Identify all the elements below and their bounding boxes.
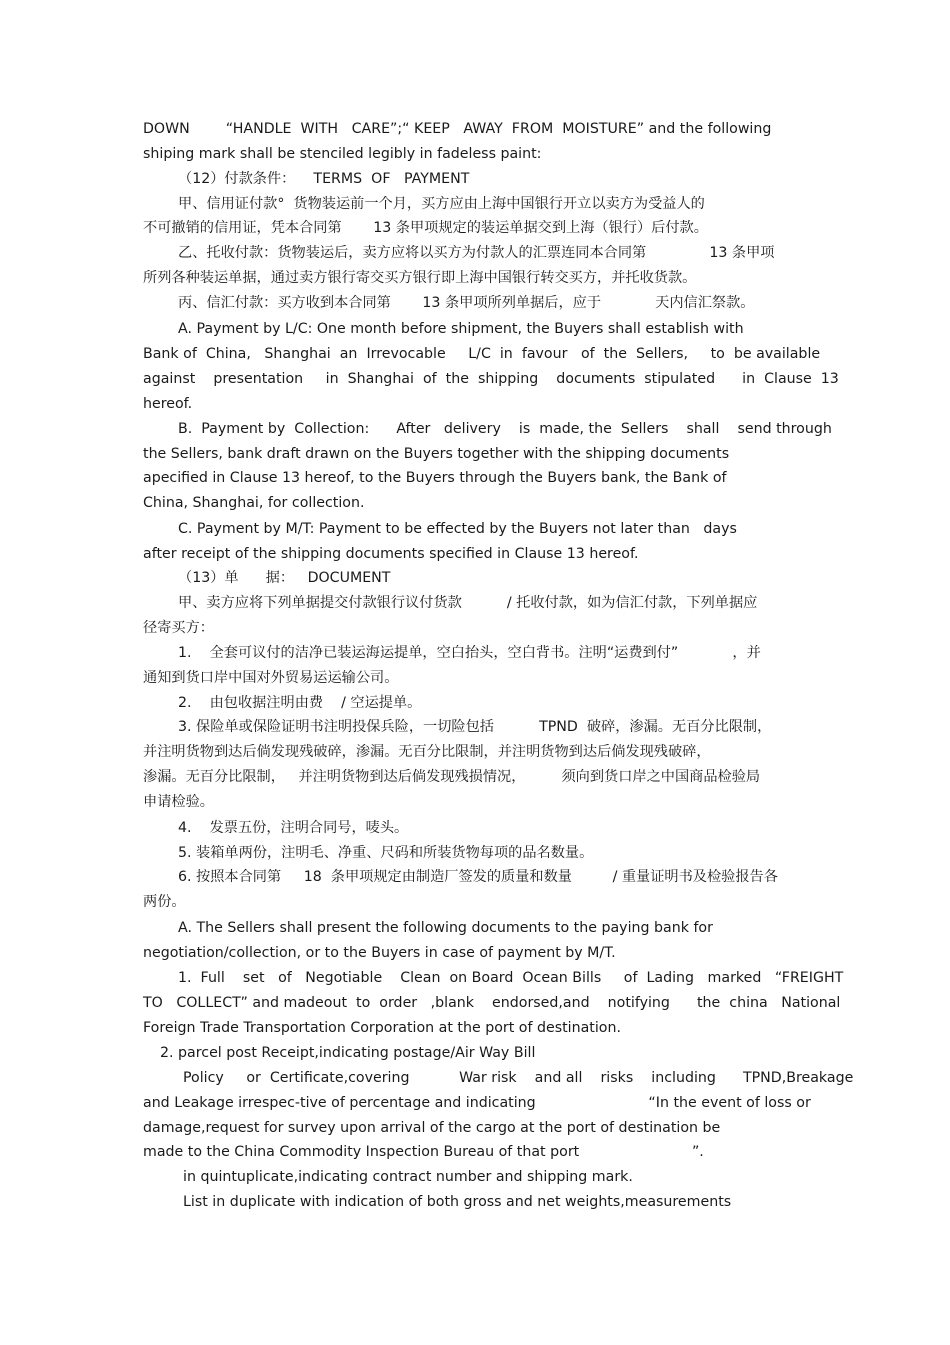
text-line: 甲、信用证付款° 货物装运前一个月，买方应由上海中国银行开立以卖方为受益人的 [178,196,705,212]
text-line: 4. 发票五份，注明合同号，唛头。 [178,820,409,836]
text-line: A. Payment by L/C: One month before shipment, the Buyers shall establish with [178,321,744,337]
text-line: hereof. [143,396,193,412]
text-line: apecified in Clause 13 hereof, to the Buyers through the Buyers bank, the Bank of [143,470,727,486]
text-line: 5. 装箱单两份，注明毛、净重、尺码和所装货物每项的品名数量。 [178,845,594,861]
text-line: 2. 由包收据注明由费 / 空运提单。 [178,695,422,711]
text-line: against presentation in Shanghai of the shipping documents stipulated in Clause 13 [143,371,839,387]
text-line: 丙、信汇付款：买方收到本合同第 13 条甲项所列单据后，应于 天内信汇祭款。 [178,295,755,311]
text-line: TO COLLECT” and madeout to order ,blank endorsed,and notifying the china National [143,995,841,1011]
text-line: 渗漏。无百分比限制， 并注明货物到达后倘发现残损情况， 须向到货口岸之中国商品检验局 [143,769,761,785]
text-line: shiping mark shall be stenciled legibly in fadeless paint: [143,146,542,162]
text-line: negotiation/collection, or to the Buyers in case of payment by M/T. [143,945,616,961]
text-line: 不可撤销的信用证，凭本合同第 13 条甲项规定的装运单据交到上海（银行）后付款。 [143,220,708,236]
text-line: 申请检验。 [143,794,214,810]
text-line: 甲、卖方应将下列单据提交付款银行议付货款 / 托收付款，如为信汇付款，下列单据应 [178,595,758,611]
text-line: made to the China Commodity Inspection Bureau of that port ”. [143,1144,704,1160]
text-line: damage,request for survey upon arrival of the cargo at the port of destination be [143,1120,721,1136]
text-line: 3. 保险单或保险证明书注明投保兵险，一切险包括 TPND 破碎，渗漏。无百分比限制， [178,719,772,735]
text-line: in quintuplicate,indicating contract number and shipping mark. [183,1169,633,1185]
text-line: China, Shanghai, for collection. [143,495,365,511]
text-line: the Sellers, bank draft drawn on the Buyers together with the shipping documents [143,446,730,462]
text-line: 通知到货口岸中国对外贸易运运输公司。 [143,670,399,686]
text-line: Bank of China, Shanghai an Irrevocable L/C in favour of the Sellers, to be available [143,346,821,362]
text-line: 径寄买方： [143,620,214,636]
text-line: and Leakage irrespec-tive of percentage and indicating “In the event of loss or [143,1095,811,1111]
section-heading-document: （13）单 据： DOCUMENT [178,570,391,586]
text-line: after receipt of the shipping documents specified in Clause 13 hereof. [143,546,639,562]
text-line: 6. 按照本合同第 18 条甲项规定由制造厂签发的质量和数量 / 重量证明书及检验报告各 [178,869,778,885]
text-line: 乙、托收付款：货物装运后，卖方应将以买方为付款人的汇票连同本合同第 13 条甲项 [178,245,775,261]
text-line: B. Payment by Collection: After delivery is made, the Sellers shall send through [178,421,832,437]
text-line: 所列各种装运单据，通过卖方银行寄交买方银行即上海中国银行转交买方，并托收货款。 [143,270,697,286]
text-line: DOWN “HANDLE WITH CARE”;“ KEEP AWAY FROM MOISTURE” and the following [143,121,772,137]
text-line: Policy or Certificate,covering War risk and all risks including TPND,Breakage [183,1070,854,1086]
text-line: Foreign Trade Transportation Corporation at the port of destination. [143,1020,621,1036]
text-line: 2. parcel post Receipt,indicating postage/Air Way Bill [160,1045,536,1061]
text-line: C. Payment by M/T: Payment to be effected by the Buyers not later than days [178,521,737,537]
text-line: 两份。 [143,894,186,910]
text-line: A. The Sellers shall present the following documents to the paying bank for [178,920,713,936]
text-line: 1. 全套可议付的洁净已装运海运提单，空白抬头，空白背书。注明“运费到付” ，并 [178,645,761,661]
text-line: 并注明货物到达后倘发现残破碎，渗漏。无百分比限制，并注明货物到达后倘发现残破碎， [143,744,711,760]
text-line: 1. Full set of Negotiable Clean on Board Ocean Bills of Lading marked “FREIGHT [178,970,844,986]
section-heading-payment: （12）付款条件： TERMS OF PAYMENT [178,171,470,187]
text-line: List in duplicate with indication of both gross and net weights,measurements [183,1194,732,1210]
